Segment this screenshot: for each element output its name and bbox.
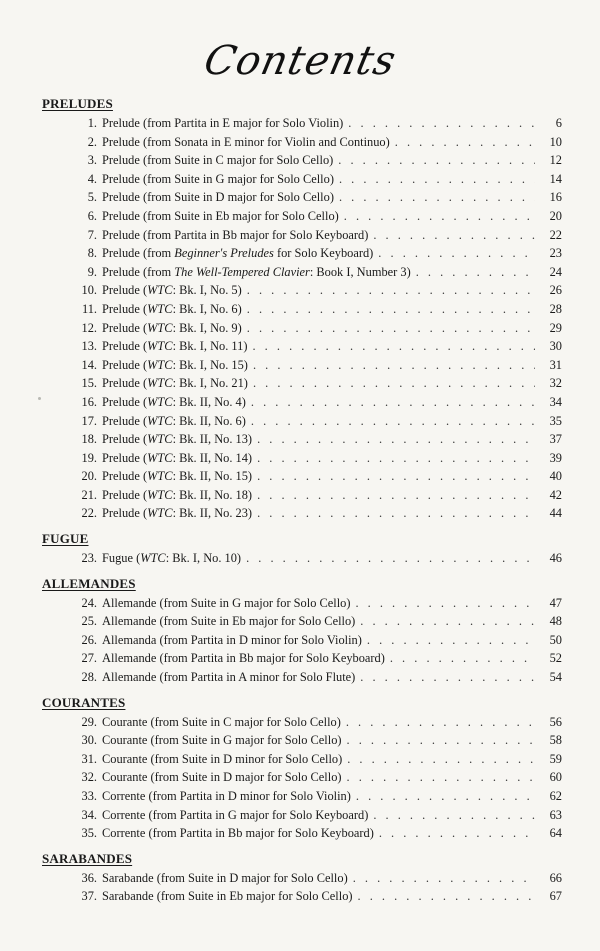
dot-leader [378,244,535,263]
entry-page-number: 46 [549,551,562,566]
entry-number: 12. [81,320,97,335]
toc-entry [42,631,562,650]
entry-number: 29. [81,714,97,729]
entry-number: 30. [81,733,97,748]
dot-leader [257,504,535,523]
entry-page-number: 59 [549,751,562,766]
dot-leader [257,486,535,505]
entry-page-number: 32 [549,376,562,391]
toc-entry [42,319,562,338]
entry-title [102,244,373,263]
entry-title-part: : Bk. II, No. 6) [172,413,246,428]
entry-title-part: : Bk. I, No. 15) [172,357,248,372]
dot-leader [360,668,535,687]
dot-leader [348,114,535,133]
dot-leader [416,263,535,282]
entry-page-number: 42 [549,487,562,502]
toc-section-courantes [42,695,562,843]
entry-number: 13. [81,339,97,354]
toc-entry [42,887,562,906]
entry-page-number: 54 [549,670,562,685]
entry-title-part: Prelude ( [102,320,148,335]
toc-entry [42,337,562,356]
dot-leader [373,226,535,245]
toc-entry [42,668,562,687]
entry-number: 5. [87,190,97,205]
entry-page-number: 66 [549,870,562,885]
dot-leader [257,430,535,449]
section-heading: COURANTES [42,694,126,710]
entry-title: Allemande (from Partita in Bb major for Solo Keyboard) [102,651,385,666]
entry-page-number: 64 [549,826,562,841]
entry-title: Prelude (from Suite in C major for Solo Cello) [102,153,334,168]
toc-section-allemandes [42,576,562,687]
entry-page-number: 14 [549,171,562,186]
entry-title: Prelude (from Partita in Bb major for Solo Keyboard) [102,227,369,242]
entry-title: Prelude (from Suite in G major for Solo Cello) [102,171,334,186]
toc-entry [42,133,562,152]
dot-leader [339,170,535,189]
entry-title: Corrente (from Partita in G major for Solo Keyboard) [102,807,369,822]
entry-title: Prelude (from Suite in D major for Solo Cello) [102,190,334,205]
entry-page-number: 52 [549,651,562,666]
dot-leader [347,768,535,787]
entry-number: 26. [81,632,97,647]
toc-entry [42,226,562,245]
entry-number: 34. [81,807,97,822]
toc-entry [42,649,562,668]
entry-title: Allemanda (from Partita in D minor for Solo Violin) [102,632,362,647]
entry-title [102,263,411,282]
entry-title: Courante (from Suite in D major for Solo Cello) [102,770,342,785]
dot-leader [252,337,535,356]
toc-entry [42,449,562,468]
entry-title [102,374,248,393]
entry-title-part: for Solo Keyboard) [273,246,374,261]
entry-title-part: Prelude ( [102,339,148,354]
dot-leader [247,281,535,300]
entry-number: 27. [81,651,97,666]
entry-number: 32. [81,770,97,785]
entry-title: Courante (from Suite in D minor for Solo Cello) [102,751,343,766]
entry-title-part: Prelude ( [102,450,148,465]
paper-speck [38,397,41,400]
dot-leader [355,594,535,613]
dot-leader [373,806,535,825]
entry-title-italic: WTC [147,487,173,502]
entry-title [102,281,242,300]
toc-sections [42,96,562,914]
entry-page-number: 20 [549,208,562,223]
entry-title-part: : Bk. II, No. 15) [172,469,253,484]
entry-page-number: 47 [549,595,562,610]
dot-leader [251,412,535,431]
entry-page-number: 39 [549,450,562,465]
entry-page-number: 67 [549,889,562,904]
dot-leader [346,713,535,732]
entry-number: 14. [81,357,97,372]
toc-entry [42,750,562,769]
entry-page-number: 6 [555,116,562,130]
dot-leader [246,549,535,568]
entry-title-part: : Bk. II, No. 13) [172,432,253,447]
entry-page-number: 44 [549,506,562,521]
entry-title [102,412,246,431]
toc-entry [42,207,562,226]
dot-leader [247,300,535,319]
entry-title-part: Fugue ( [102,551,141,566]
entry-page-number: 50 [549,632,562,647]
entry-title: Allemande (from Suite in Eb major for Solo Cello) [102,614,356,629]
entry-number: 36. [81,870,97,885]
entry-title-italic: WTC [147,506,173,521]
entry-title-part: Prelude ( [102,283,148,298]
entry-title-italic: WTC [147,394,173,409]
entry-number: 2. [87,134,97,149]
entry-title: Allemande (from Suite in G major for Solo Cello) [102,595,351,610]
entry-title-italic: The Well-Tempered Clavier [174,264,310,279]
entry-number: 3. [87,153,97,168]
entry-title-part: Prelude ( [102,506,148,521]
entry-title: Courante (from Suite in G major for Solo Cello) [102,733,342,748]
entry-title-italic: WTC [147,413,173,428]
toc-entry [42,869,562,888]
entry-title: Sarabande (from Suite in Eb major for Solo Cello) [102,889,353,904]
toc-entry [42,393,562,412]
entry-title-italic: WTC [147,320,173,335]
entry-title-part: Prelude ( [102,432,148,447]
toc-entry [42,768,562,787]
entry-number: 6. [87,208,97,223]
entry-page-number: 62 [549,789,562,803]
entry-page-number: 30 [549,339,562,354]
entry-number: 21. [81,487,97,502]
entry-title-part: Prelude ( [102,394,148,409]
entry-title-part: : Bk. I, No. 9) [172,320,242,335]
entry-page-number: 26 [549,283,562,298]
toc-entry [42,713,562,732]
entry-page-number: 48 [549,614,562,629]
dot-leader [253,374,535,393]
entry-page-number: 23 [549,246,562,261]
entry-number: 9. [87,264,97,279]
dot-leader [253,356,535,375]
entry-title [102,467,252,486]
entry-number: 24. [81,595,97,610]
entry-title-part: Prelude ( [102,413,148,428]
entry-title-part: : Bk. II, No. 4) [172,394,246,409]
toc-entry [42,263,562,282]
entry-number: 37. [81,889,97,904]
entry-number: 7. [87,227,97,242]
entry-page-number: 35 [549,413,562,428]
entry-title-italic: WTC [147,301,173,316]
entry-page-number: 60 [549,770,562,785]
entry-title-part: Prelude ( [102,357,148,372]
entry-title-italic: WTC [147,376,173,391]
toc-entry [42,356,562,375]
entry-title-part: : Bk. I, No. 11) [172,339,248,354]
entry-page-number: 37 [549,432,562,447]
entry-title-italic: WTC [147,432,173,447]
entry-title-part: : Bk. II, No. 14) [172,450,253,465]
entry-number: 23. [81,551,97,566]
entry-title-part: : Bk. I, No. 21) [172,376,248,391]
entry-number: 28. [81,670,97,685]
entry-title-part: : Bk. II, No. 23) [172,506,253,521]
entry-number: 31. [81,751,97,766]
entry-title-part: Prelude ( [102,487,148,502]
toc-entry [42,594,562,613]
entry-page-number: 58 [549,733,562,748]
dot-leader [395,133,535,152]
dot-leader [390,649,535,668]
entry-title-italic: WTC [140,551,166,566]
entry-page-number: 28 [549,301,562,316]
entry-title-part: : Bk. I, No. 6) [172,301,242,316]
dot-leader [360,612,535,631]
toc-section-preludes [42,96,562,523]
entry-number: 15. [81,376,97,391]
toc-entry [42,188,562,207]
section-heading: FUGUE [42,531,89,547]
entry-page-number: 10 [549,134,562,149]
entry-title-part: Prelude ( [102,301,148,316]
entry-number: 20. [81,469,97,484]
section-heading: ALLEMANDES [42,575,136,591]
entry-title: Allemande (from Partita in A minor for Solo Flute) [102,670,356,685]
section-heading: PRELUDES [42,96,113,111]
entry-title-italic: WTC [147,339,173,354]
entry-page-number: 63 [549,807,562,822]
dot-leader [379,824,535,843]
entry-title: Corrente (from Partita in D minor for Solo Violin) [102,789,351,803]
entry-title [102,549,241,568]
entry-title [102,337,247,356]
toc-entry [42,114,562,133]
entry-page-number: 29 [549,320,562,335]
title-area [0,38,600,84]
entry-title [102,393,246,412]
dot-leader [247,319,535,338]
toc-section-fugue [42,531,562,568]
dot-leader [338,151,535,170]
entry-title-part: : Book I, Number 3) [309,264,411,279]
entry-title-italic: WTC [147,469,173,484]
toc-entry [42,374,562,393]
entry-title-italic: WTC [147,450,173,465]
toc-entry [42,504,562,523]
entry-number: 22. [81,506,97,521]
dot-leader [251,393,535,412]
entry-title [102,504,252,523]
entry-title-italic: WTC [147,357,173,372]
entry-number: 11. [81,301,97,316]
entry-number: 10. [81,283,97,298]
toc-entry [42,787,562,806]
entry-number: 1. [87,116,97,130]
toc-entry [42,244,562,263]
entry-title-part: : Bk. I, No. 10) [165,551,242,566]
dot-leader [257,449,535,468]
entry-title-italic: Beginner's Preludes [174,246,274,261]
dot-leader [356,787,535,806]
entry-title-part: Prelude ( [102,469,148,484]
dot-leader [347,750,535,769]
dot-leader [347,731,535,750]
dot-leader [367,631,535,650]
entry-number: 19. [81,450,97,465]
entry-title [102,486,252,505]
entry-page-number: 24 [549,264,562,279]
toc-entry [42,430,562,449]
entry-title [102,430,252,449]
entry-number: 16. [81,394,97,409]
entry-page-number: 40 [549,469,562,484]
toc-entry [42,300,562,319]
page-title: Contents [199,38,401,84]
entry-title: Corrente (from Partita in Bb major for Solo Keyboard) [102,826,374,841]
entry-page-number: 12 [549,153,562,168]
dot-leader [257,467,535,486]
entry-number: 17. [81,413,97,428]
toc-entry [42,731,562,750]
dot-leader [353,869,535,888]
toc-entry [42,412,562,431]
entry-title: Prelude (from Suite in Eb major for Solo Cello) [102,208,339,223]
entry-title: Prelude (from Partita in E major for Solo Violin) [102,116,344,130]
toc-entry [42,467,562,486]
entry-title: Courante (from Suite in C major for Solo Cello) [102,714,341,729]
entry-number: 35. [81,826,97,841]
entry-page-number: 22 [549,227,562,242]
toc-entry [42,612,562,631]
toc-entry [42,549,562,568]
entry-title: Prelude (from Sonata in E minor for Violin and Continuo) [102,134,390,149]
entry-page-number: 56 [549,714,562,729]
entry-title-part: : Bk. I, No. 5) [172,283,242,298]
toc-entry [42,170,562,189]
entry-title-part: Prelude (from [102,264,175,279]
entry-number: 4. [87,171,97,186]
entry-page-number: 34 [549,394,562,409]
entry-number: 33. [81,789,97,803]
toc-entry [42,281,562,300]
entry-title-italic: WTC [147,283,173,298]
entry-title [102,449,252,468]
dot-leader [339,188,535,207]
dot-leader [344,207,535,226]
entry-page-number: 31 [549,357,562,372]
entry-title-part: Prelude ( [102,376,148,391]
entry-title [102,300,242,319]
toc-section-sarabandes [42,851,562,906]
section-heading: SARABANDES [42,850,133,866]
dot-leader [358,887,535,906]
entry-title: Sarabande (from Suite in D major for Solo Cello) [102,870,348,885]
entry-title-part: : Bk. II, No. 18) [172,487,253,502]
entry-page-number: 16 [549,190,562,205]
entry-title [102,356,248,375]
entry-number: 25. [81,614,97,629]
toc-entry [42,806,562,825]
entry-number: 8. [87,246,97,261]
toc-entry [42,824,562,843]
entry-title [102,319,242,338]
toc-entry [42,486,562,505]
toc-entry [42,151,562,170]
entry-title-part: Prelude (from [102,246,175,261]
entry-number: 18. [81,432,97,447]
